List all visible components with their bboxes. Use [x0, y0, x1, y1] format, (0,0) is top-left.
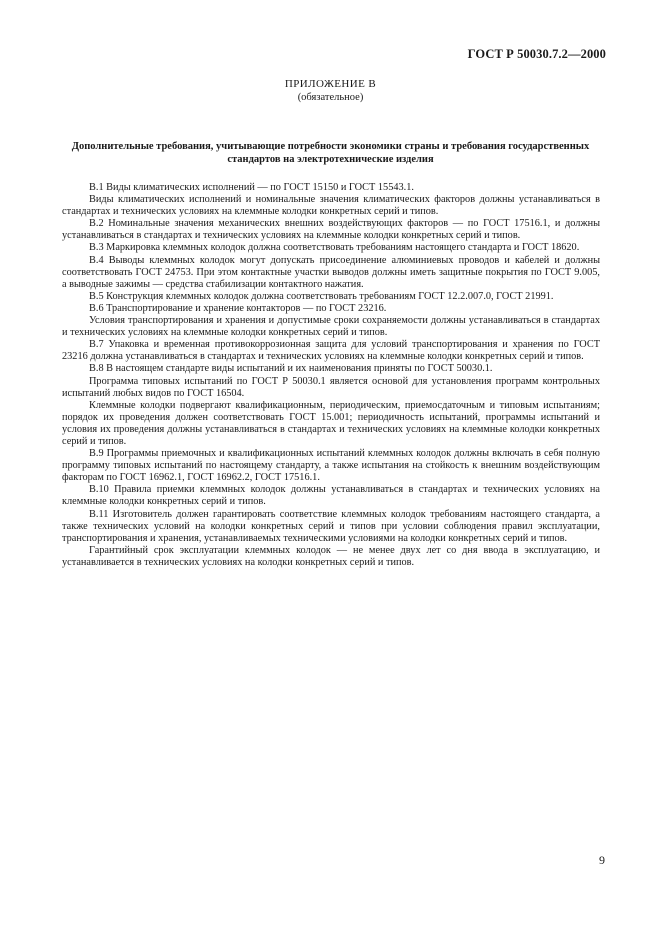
paragraph: В.7 Упаковка и временная противокоррозионная защита для условий транспортирования и хранения по ГОСТ 23216 должна устанавливаться в стандартах и технических условиях на клеммные колодки конкретных серий и типов.: [62, 339, 600, 363]
paragraph: В.3 Маркировка клеммных колодок должна соответствовать требованиям настоящего стандарта и ГОСТ 18620.: [89, 242, 580, 254]
paragraph: В.4 Выводы клеммных колодок могут допускать присоединение алюминиевых проводов и кабелей и должны соответствовать ГОСТ 24753. При этом контактные участки выводов должны иметь защитные покрытия по ГОСТ 9.005, а выводные зажимы — средства стабилизации контактного нажатия.: [62, 254, 600, 290]
section-heading: Дополнительные требования, учитывающие потребности экономики страны и требования государственных стандартов на электротехнические изделия: [71, 141, 590, 165]
page-number: 9: [599, 853, 605, 867]
paragraph: Клеммные колодки подвергают квалификационным, периодическим, приемосдаточным и типовым испытаниям; порядок их проведения должен соответствовать ГОСТ 15.001; периодичность испытаний, программы испытаний и условия их проведения должны устанавливаться в стандартах и технических условиях на клеммные колодки конкретных серий и типов.: [62, 399, 600, 447]
paragraph: Гарантийный срок эксплуатации клеммных колодок — не менее двух лет со дня ввода в эксплуатацию, и устанавливается в технических условиях на колодки конкретных серий и типов.: [62, 544, 600, 568]
paragraph: В.2 Номинальные значения механических внешних воздействующих факторов — по ГОСТ 17516.1, и должны устанавливаться в стандартах и технических условиях на клеммные колодки конкретных серий и типов.: [62, 218, 600, 242]
paragraph: В.5 Конструкция клеммных колодок должна соответствовать требованиям ГОСТ 12.2.007.0, ГОСТ 21991.: [89, 290, 554, 302]
paragraph: Программа типовых испытаний по ГОСТ Р 50030.1 является основой для установления программ контрольных испытаний любых видов по ГОСТ 16504.: [62, 375, 600, 399]
paragraph: В.11 Изготовитель должен гарантировать соответствие клеммных колодок требованиям настоящего стандарта, а также технических условий на колодки конкретных серий и типов при условии соблюдения правил эксплуатации, транспортирования и хранения, устанавливаемых техническими условиями на колодки конкретных серий и типов.: [62, 508, 600, 544]
appendix-title: ПРИЛОЖЕНИЕ В: [284, 78, 377, 90]
paragraph: В.10 Правила приемки клеммных колодок должны устанавливаться в стандартах и технических условиях на клеммные колодки конкретных серий и типов.: [62, 484, 600, 508]
document-header: ГОСТ Р 50030.7.2—2000: [467, 47, 606, 61]
paragraph: Условия транспортирования и хранения и допустимые сроки сохраняемости должны устанавливаться в стандартах и технических условиях на клеммные колодки конкретных серий и типов.: [62, 315, 600, 339]
paragraph: Виды климатических исполнений и номинальные значения климатических факторов должны устанавливаться в стандартах и технических условиях на клеммные колодки конкретных серий и типов.: [62, 194, 600, 218]
paragraph: В.6 Транспортирование и хранение контакторов — по ГОСТ 23216.: [89, 302, 387, 314]
paragraph: В.8 В настоящем стандарте виды испытаний и их наименования приняты по ГОСТ 50030.1.: [89, 363, 493, 375]
document-body: [62, 182, 600, 569]
paragraph: В.9 Программы приемочных и квалификационных испытаний клеммных колодок должны включать в себя полную программу типовых испытаний по настоящему стандарту, а также испытания на стойкость к внешним воздействующим факторам по ГОСТ 16962.1, ГОСТ 16962.2, ГОСТ 17516.1.: [62, 448, 600, 484]
paragraph: В.1 Виды климатических исполнений — по ГОСТ 15150 и ГОСТ 15543.1.: [89, 182, 414, 193]
appendix-status: (обязательное): [297, 92, 364, 103]
